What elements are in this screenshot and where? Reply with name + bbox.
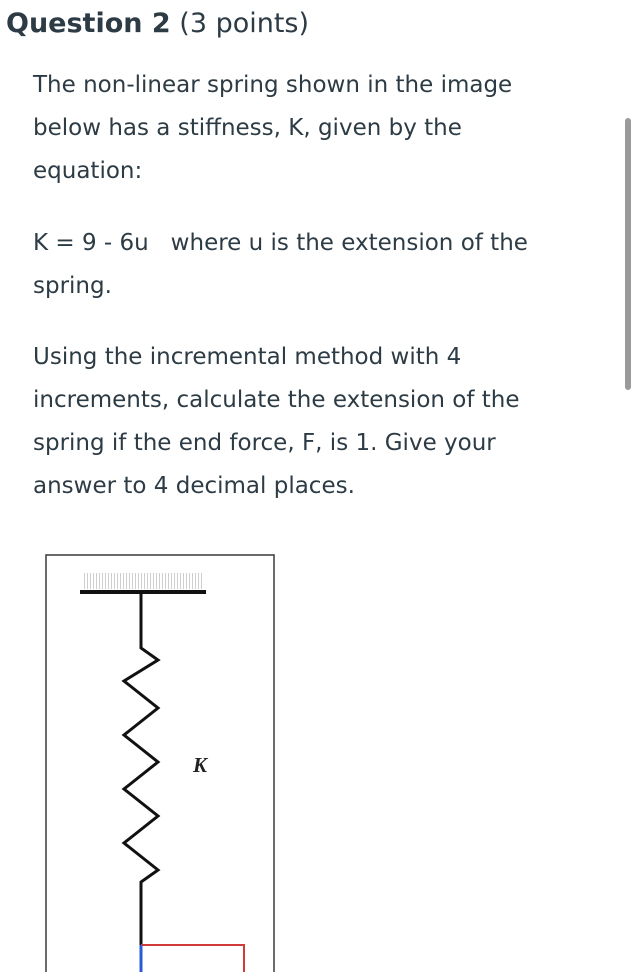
figure-frame <box>46 555 274 972</box>
text-line: spring if the end force, F, is 1. Give your <box>33 430 496 456</box>
text-line: Using the incremental method with 4 <box>33 344 462 370</box>
spring-label: K <box>193 753 208 777</box>
question-points: (3 points) <box>179 8 310 39</box>
spring-diagram <box>0 540 300 972</box>
vertical-scrollbar[interactable] <box>625 118 631 390</box>
question-title: Question 2 <box>6 8 171 39</box>
question-text-paragraph-2 <box>33 222 618 308</box>
text-line: spring. <box>33 273 112 299</box>
spring-coil <box>124 592 158 945</box>
support-hatch <box>82 573 204 589</box>
text-line: below has a stiffness, K, given by the <box>33 115 462 141</box>
text-line: equation: <box>33 158 143 184</box>
red-box <box>141 945 244 972</box>
question-text-paragraph-3 <box>33 336 618 508</box>
question-header <box>6 6 309 42</box>
equation-line: K = 9 - 6u where u is the extension of the <box>33 230 528 256</box>
text-line: increments, calculate the extension of the <box>33 387 520 413</box>
spring-figure <box>0 540 300 972</box>
text-line: answer to 4 decimal places. <box>33 473 355 499</box>
text-line: The non-linear spring shown in the image <box>33 72 513 98</box>
question-text-paragraph-1 <box>33 64 618 193</box>
